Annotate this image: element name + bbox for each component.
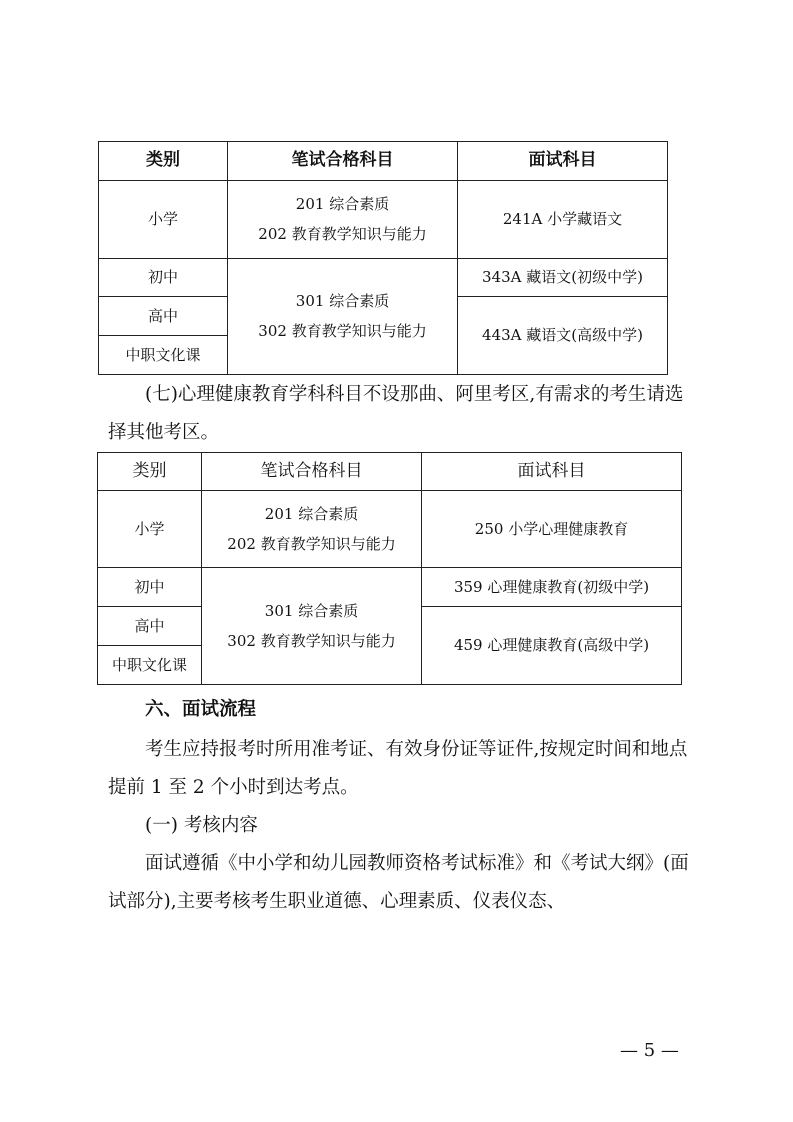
table-header-row: [98, 453, 682, 491]
header-category: 类别: [99, 142, 228, 181]
category-cell: 高中: [99, 297, 228, 336]
interview-subject-cell: 359 心理健康教育(初级中学): [422, 568, 682, 607]
written-subject: 202 教育教学知识与能力: [258, 225, 427, 243]
header-interview-subjects: 面试科目: [458, 142, 668, 181]
category-cell: 小学: [99, 181, 228, 259]
written-subject: 301 综合素质: [264, 601, 359, 620]
table-row: [99, 259, 668, 297]
header-written-subjects: 笔试合格科目: [202, 453, 422, 491]
table-row: [98, 568, 682, 607]
interview-subject-cell: 250 小学心理健康教育: [422, 491, 682, 568]
interview-subject-cell: 459 心理健康教育(高级中学): [422, 607, 682, 685]
written-subjects-cell: [202, 568, 422, 685]
category-cell: 中职文化课: [99, 336, 228, 375]
category-cell: 高中: [98, 607, 202, 646]
interview-subject-cell: 443A 藏语文(高级中学): [458, 297, 668, 375]
paragraph-psychology-note: (七)心理健康教育学科科目不设那曲、阿里考区,有需求的考生请选择其他考区。: [108, 384, 684, 443]
written-subject: 302 教育教学知识与能力: [227, 631, 396, 650]
category-cell: 小学: [98, 491, 202, 568]
interview-subject-cell: 343A 藏语文(初级中学): [458, 259, 668, 297]
page-number: — 5 —: [620, 1040, 679, 1061]
category-cell: 初中: [99, 259, 228, 297]
header-written-subjects: 笔试合格科目: [228, 142, 458, 181]
written-subject: 301 综合素质: [295, 292, 390, 311]
table-row: [98, 491, 682, 568]
written-subjects-cell: [228, 259, 458, 375]
header-category: 类别: [98, 453, 202, 491]
section-heading-interview-process: 六、面试流程: [145, 699, 257, 720]
category-cell: 中职文化课: [98, 646, 202, 685]
written-subject: 201 综合素质: [295, 195, 390, 214]
subsection-heading-assessment-content: (一) 考核内容: [145, 815, 258, 836]
subject-table-tibetan: [98, 141, 668, 375]
table-header-row: [99, 142, 668, 181]
written-subject: 201 综合素质: [264, 504, 359, 523]
interview-subject-cell: 241A 小学藏语文: [458, 181, 668, 259]
subject-table-psychology: [97, 452, 682, 685]
category-cell: 初中: [98, 568, 202, 607]
written-subject: 202 教育教学知识与能力: [227, 534, 396, 553]
written-subjects-cell: [228, 181, 458, 259]
paragraph-interview-arrival: 考生应持报考时所用准考证、有效身份证等证件,按规定时间和地点提前 1 至 2 个小时到达考点。: [108, 739, 688, 798]
written-subjects-cell: [202, 491, 422, 568]
paragraph-assessment-content: 面试遵循《中小学和幼儿园教师资格考试标准》和《考试大纲》(面试部分),主要考核考生职业道德、心理素质、仪表仪态、: [108, 853, 689, 912]
written-subject: 302 教育教学知识与能力: [258, 322, 427, 340]
header-interview-subjects: 面试科目: [422, 453, 682, 491]
table-row: [99, 181, 668, 259]
